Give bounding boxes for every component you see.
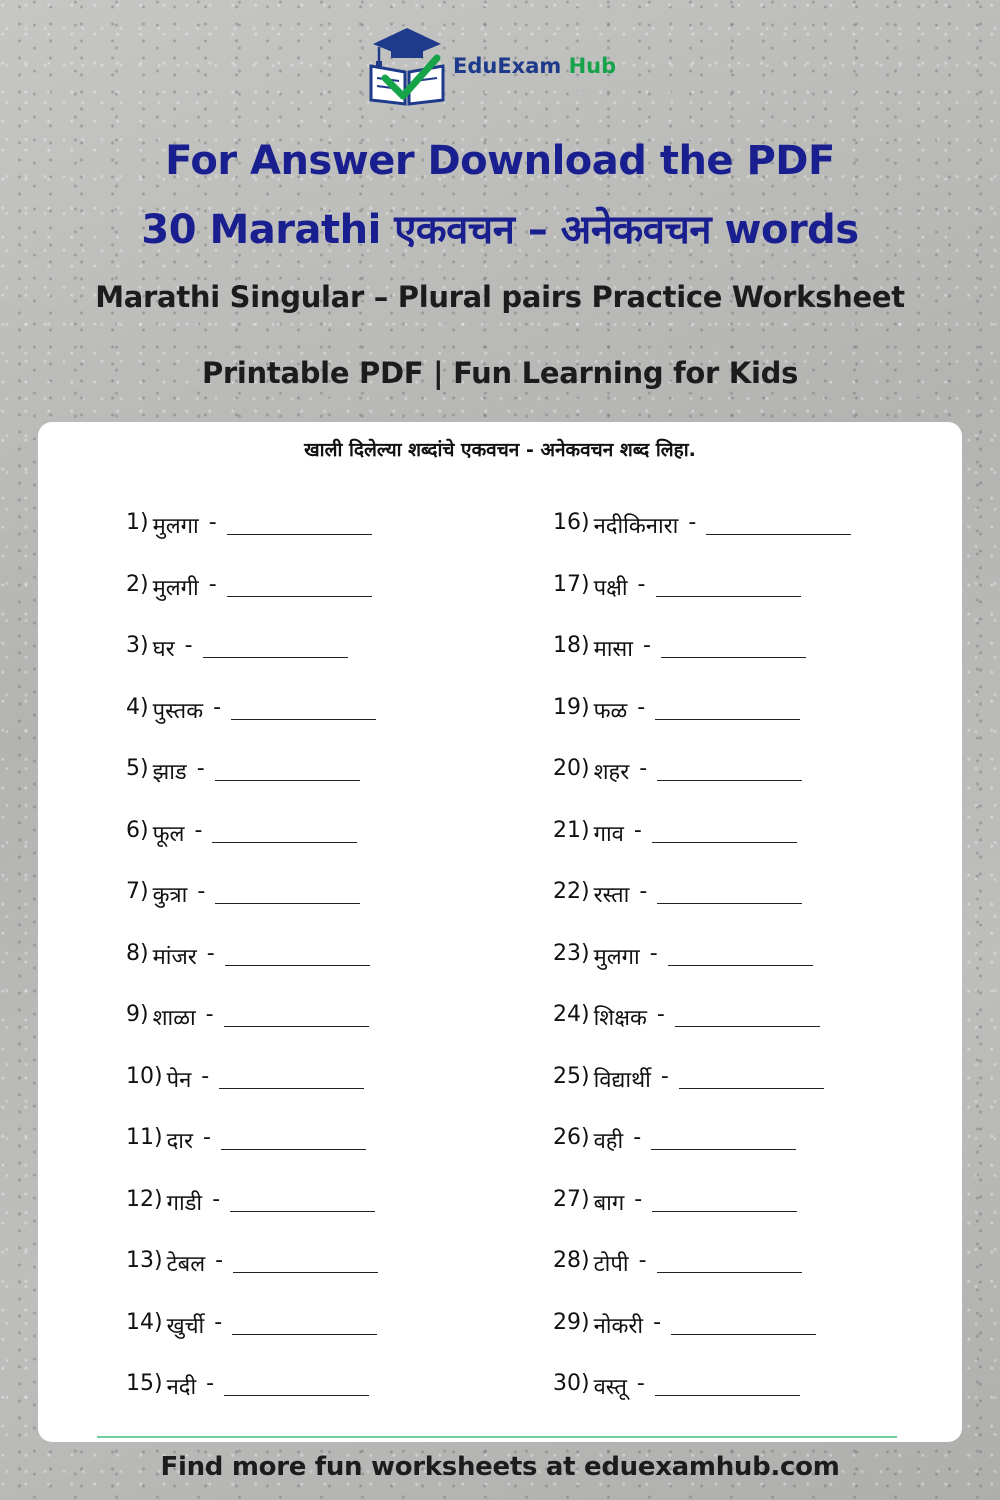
answer-blank-line[interactable] [657,879,802,904]
item-separator: - [213,694,222,720]
item-number: 21) [553,817,590,843]
answer-blank-line[interactable] [655,1371,800,1396]
item-separator: - [208,571,217,597]
item-word: बाग [593,1190,625,1216]
brand-logo [365,22,645,108]
footer-text: Find more fun worksheets at eduexamhub.com [160,1452,840,1482]
item-separator: - [660,1063,669,1089]
answer-blank-line[interactable] [219,1064,364,1089]
item-word: गाडी [166,1190,203,1216]
page-subtitle: Marathi Singular – Plural pairs Practice Worksheet [95,280,905,314]
item-number: 12) [126,1186,163,1212]
item-word: कुत्रा [152,883,188,908]
answer-blank-line[interactable] [227,510,372,535]
item-number: 3) [126,633,149,658]
worksheet-item [126,1310,378,1372]
item-word: नदी [166,1375,197,1400]
answer-blank-line[interactable] [203,633,348,658]
worksheet-item [553,941,851,1003]
item-word: फूल [152,821,185,847]
answer-blank-line[interactable] [215,756,360,781]
item-separator: - [205,1002,214,1027]
item-number: 5) [126,756,149,781]
worksheet-item [553,1125,851,1187]
answer-blank-line[interactable] [221,1125,366,1150]
item-number: 23) [553,940,590,966]
item-number: 18) [553,633,590,658]
worksheet-item [553,633,851,695]
answer-blank-line[interactable] [225,941,370,966]
item-separator: - [633,817,642,843]
page-title-line2: 30 Marathi एकवचन – अनेकवचन words [141,207,859,253]
item-word: झाड [152,760,187,785]
brand-name-part1: EduExam [453,54,562,78]
worksheet-item [126,510,378,572]
answer-blank-line[interactable] [231,695,376,720]
item-separator: - [201,1063,210,1089]
item-word: दार [166,1129,193,1154]
item-word: मुलगा [152,514,199,539]
item-word: शहर [593,760,630,785]
item-number: 26) [553,1125,590,1150]
item-separator: - [637,571,646,597]
answer-blank-line[interactable] [224,1371,369,1396]
answer-blank-line[interactable] [224,1002,369,1027]
item-separator: - [656,1002,665,1027]
answer-blank-line[interactable] [657,756,802,781]
answer-blank-line[interactable] [215,879,360,904]
answer-blank-line[interactable] [652,818,797,843]
item-word: नदीकिनारा [593,514,679,539]
worksheet-item [126,1187,378,1249]
answer-blank-line[interactable] [652,1187,797,1212]
item-word: मुलगी [152,575,199,601]
item-separator: - [633,1125,642,1150]
item-word: वही [593,1129,624,1154]
page-tagline: Printable PDF | Fun Learning for Kids [201,356,799,390]
item-separator: - [639,879,648,904]
item-number: 9) [126,1002,149,1027]
worksheet-item [553,1371,851,1433]
answer-blank-line[interactable] [227,572,372,597]
item-number: 22) [553,879,590,904]
item-number: 6) [126,817,149,843]
item-number: 17) [553,571,590,597]
item-word: शिक्षक [593,1006,647,1031]
worksheet-item [126,1002,378,1064]
worksheet-item [553,510,851,572]
item-word: विद्यार्थी [593,1067,651,1093]
item-separator: - [643,633,651,658]
answer-blank-line[interactable] [679,1064,824,1089]
brand-name-part2: Hub [561,54,617,78]
item-word: फळ [593,698,628,724]
answer-blank-line[interactable] [232,1310,377,1335]
answer-blank-line[interactable] [212,818,357,843]
item-word: टेबल [166,1252,206,1277]
worksheet-item [126,941,378,1003]
item-word: पक्षी [593,575,628,601]
answer-blank-line[interactable] [657,1248,802,1273]
item-number: 29) [553,1309,590,1335]
answer-blank-line[interactable] [233,1248,378,1273]
worksheet-item [553,818,851,880]
item-separator: - [196,756,205,781]
item-separator: - [636,1371,645,1396]
answer-blank-line[interactable] [706,510,851,535]
worksheet-column-right [553,510,851,1433]
answer-blank-line[interactable] [230,1187,375,1212]
item-separator: - [215,1248,224,1273]
item-separator: - [649,940,658,966]
item-word: मुलगा [593,944,640,970]
item-separator: - [688,510,697,535]
item-number: 16) [553,510,590,535]
item-separator: - [184,633,193,658]
item-separator: - [197,879,206,904]
item-separator: - [206,940,215,966]
worksheet-item [553,1064,851,1126]
worksheet-column-left [126,510,378,1433]
worksheet-item [126,1064,378,1126]
item-word: नोकरी [593,1313,644,1339]
worksheet-instruction: खाली दिलेल्या शब्दांचे एकवचन - अनेकवचन शब्द लिहा. [304,439,696,461]
item-separator: - [208,510,217,535]
graduation-cap-book-checkmark-icon [365,22,449,108]
item-number: 10) [126,1063,163,1089]
worksheet-item [553,1002,851,1064]
worksheet-item [126,818,378,880]
item-word: गाव [593,821,624,847]
item-word: टोपी [593,1252,629,1277]
item-word: घर [152,637,175,662]
item-separator: - [212,1186,221,1212]
worksheet-item [553,1310,851,1372]
worksheet-item [126,1371,378,1433]
item-word: शाळा [152,1006,196,1031]
item-word: पुस्तक [152,698,204,724]
item-word: मांजर [152,944,197,970]
answer-blank-line[interactable] [661,633,806,658]
item-number: 19) [553,694,590,720]
item-word: वस्तू [593,1375,627,1400]
item-separator: - [637,694,646,720]
item-number: 14) [126,1309,163,1335]
answer-blank-line[interactable] [668,941,813,966]
worksheet-item [126,756,378,818]
answer-blank-line[interactable] [651,1125,796,1150]
answer-blank-line[interactable] [675,1002,820,1027]
item-word: खुर्ची [166,1313,205,1339]
worksheet-item [126,572,378,634]
page-title-line1: For Answer Download the PDF [165,138,835,184]
item-number: 25) [553,1063,590,1089]
item-separator: - [194,817,203,843]
worksheet-item [553,756,851,818]
item-number: 28) [553,1248,590,1273]
answer-blank-line[interactable] [671,1310,816,1335]
item-number: 20) [553,756,590,781]
item-separator: - [639,756,648,781]
item-number: 4) [126,694,149,720]
worksheet-card [38,422,962,1442]
worksheet-item [553,572,851,634]
item-separator: - [202,1125,211,1150]
item-number: 1) [126,510,149,535]
worksheet-item [553,879,851,941]
item-number: 8) [126,940,149,966]
worksheet-item [553,695,851,757]
item-separator: - [206,1371,215,1396]
worksheet-item [126,633,378,695]
item-number: 11) [126,1125,163,1150]
item-number: 24) [553,1002,590,1027]
item-number: 13) [126,1248,163,1273]
worksheet-item [126,879,378,941]
item-separator: - [638,1248,647,1273]
item-word: पेन [166,1067,192,1093]
worksheet-item [126,1125,378,1187]
item-number: 15) [126,1371,163,1396]
item-number: 30) [553,1371,590,1396]
worksheet-item [126,1248,378,1310]
item-word: रस्ता [593,883,630,908]
item-number: 2) [126,571,149,597]
item-number: 27) [553,1186,590,1212]
item-number: 7) [126,879,149,904]
worksheet-item [553,1187,851,1249]
answer-blank-line[interactable] [656,572,801,597]
item-separator: - [653,1309,662,1335]
worksheet-item [553,1248,851,1310]
footer-divider [97,1436,897,1438]
item-word: मासा [593,637,634,662]
brand-name [453,54,616,78]
answer-blank-line[interactable] [655,695,800,720]
item-separator: - [634,1186,643,1212]
item-separator: - [214,1309,223,1335]
worksheet-item [126,695,378,757]
